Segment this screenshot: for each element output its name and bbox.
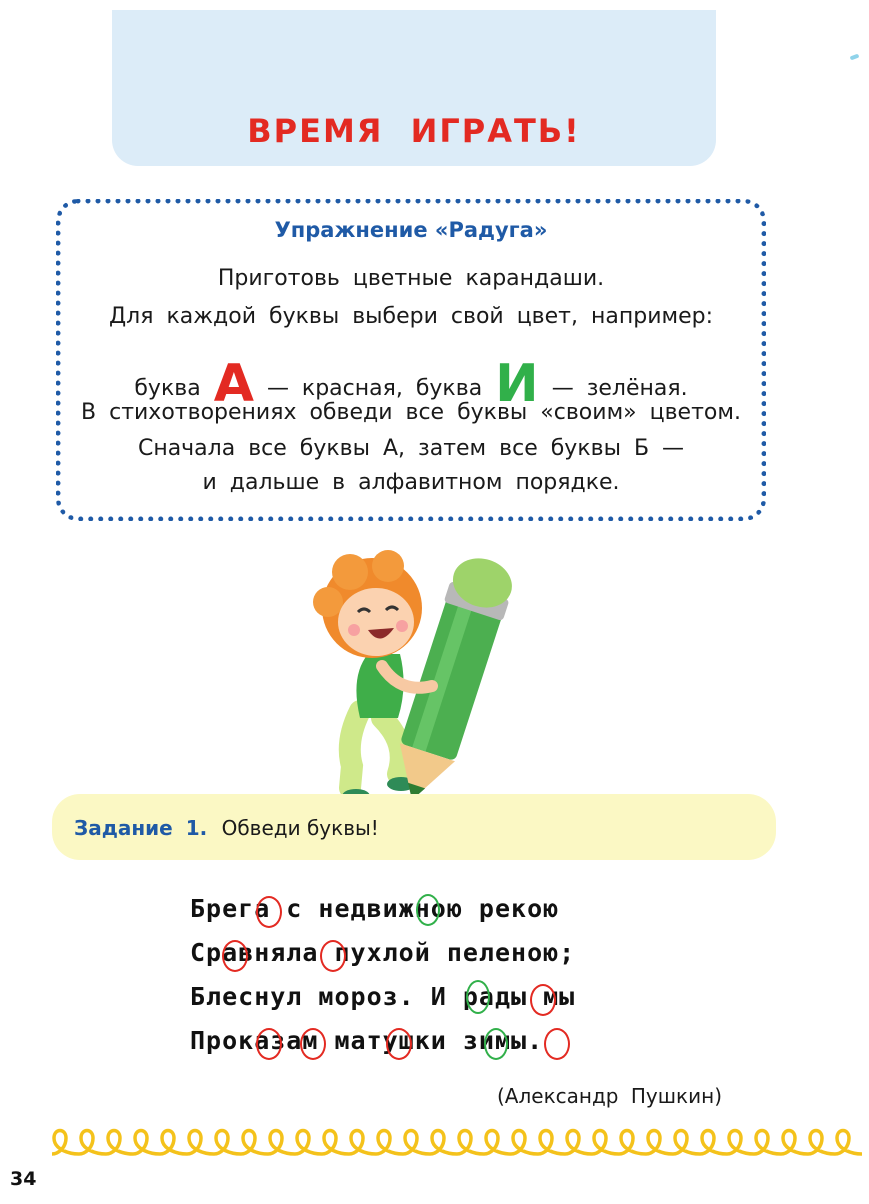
red-circle-mark <box>544 1028 570 1060</box>
boy-with-pencil-illustration <box>290 526 520 811</box>
red-circle-mark <box>386 1028 412 1060</box>
letter-i-green: И <box>495 354 539 414</box>
red-circle-mark <box>530 984 556 1016</box>
letter-a-red: А <box>213 354 254 414</box>
red-circle-mark <box>256 896 282 928</box>
boy-leg-left <box>350 711 360 788</box>
task-label: Задание 1. <box>74 816 208 840</box>
task-line <box>74 816 379 840</box>
poem-author: (Александр Пушкин) <box>497 1084 722 1108</box>
poem-line-1: Брега с недвижною рекою <box>190 894 560 923</box>
line3-prefix: буква <box>134 376 201 401</box>
boy-leg-right <box>382 718 401 774</box>
poem-line-2: Сравняла пухлой пеленою; <box>190 938 576 967</box>
poem-line-3: Блеснул мороз. И рады мы <box>190 982 576 1011</box>
poem-line-4: Проказам матушки зимы. <box>190 1026 544 1055</box>
task-text: Обведи буквы! <box>221 816 379 840</box>
exercise-line-2: Для каждой буквы выбери свой цвет, например: <box>108 304 714 329</box>
page-title: ВРЕМЯ ИГРАТЬ! <box>247 112 581 150</box>
green-circle-mark <box>416 894 440 926</box>
exercise-title: Упражнение «Радуга» <box>274 218 548 242</box>
red-circle-mark <box>320 940 346 972</box>
red-circle-mark <box>222 940 248 972</box>
line3-middle: — красная, буква <box>266 376 483 401</box>
decorative-squiggle <box>52 1124 862 1162</box>
exercise-line-5: Сначала все буквы А, затем все буквы Б — <box>137 436 685 461</box>
page-number: 34 <box>10 1168 37 1190</box>
green-circle-mark <box>484 1028 508 1060</box>
exercise-line-6: и дальше в алфавитном порядке. <box>202 470 620 495</box>
line3-suffix: — зелёная. <box>551 376 688 401</box>
decorative-mark <box>850 54 860 61</box>
red-circle-mark <box>300 1028 326 1060</box>
exercise-line-1: Приготовь цветные карандаши. <box>217 266 605 291</box>
green-circle-mark <box>466 980 490 1014</box>
red-circle-mark <box>256 1028 282 1060</box>
exercise-line-4: В стихотворениях обведи все буквы «своим» цветом. <box>81 400 741 425</box>
